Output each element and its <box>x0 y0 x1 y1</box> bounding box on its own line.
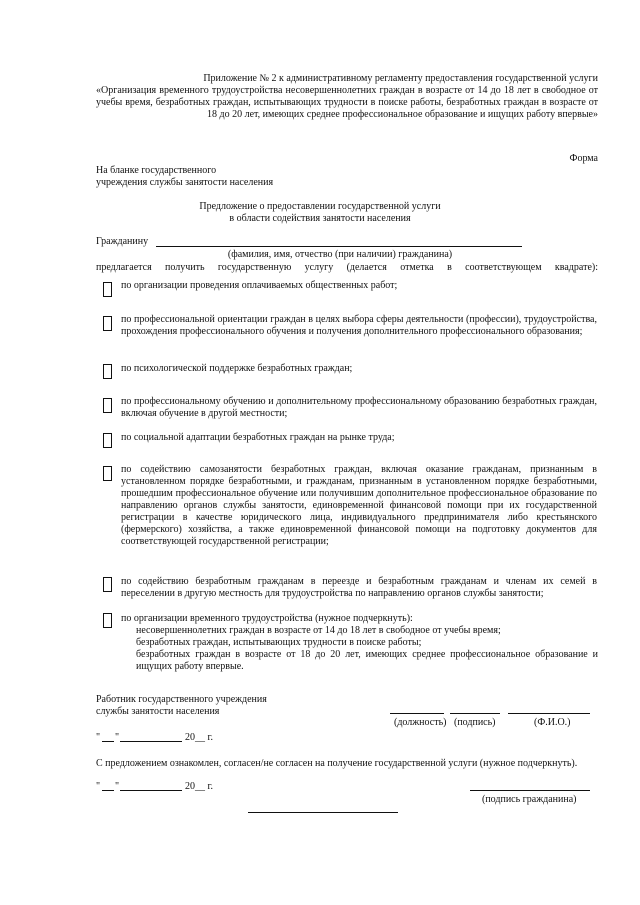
option-self-employment: по содействию самозанятости безработных граждан, включая оказание гражданам, признанным в установленном порядке безработными, и гражданам, признанным в установленном порядке безработными, прошедшим профессиональное обучение или получившим дополнительное профессиональное образование по направлению органов службы занятости, единовременной финансовой помощи при их государственной регистрации в качестве юридического лица, индивидуального предпринимателя либо крестьянского (фермерского) хозяйства, а также единовременной финансовой помощи на подготовку документов для соответствующей государственной регистрации; <box>121 464 597 547</box>
option-checkbox-vocational-training[interactable] <box>103 398 112 413</box>
temp-item-minors[interactable]: несовершеннолетних граждан в возрасте от 14 до 18 лет в свободное от учебы время; <box>136 625 501 636</box>
letterhead-line-1: На бланке государственного <box>96 165 217 176</box>
position-field[interactable] <box>390 713 444 714</box>
option-checkbox-temporary-employment[interactable] <box>103 613 112 628</box>
appendix-header <box>96 73 598 121</box>
document-title <box>150 201 490 225</box>
option-relocation: по содействию безработным гражданам в переезде и безработным гражданам и членам их семей в переселении в другую местность для трудоустройства по направлению органов службы занятости; <box>121 576 597 599</box>
title-line-2: в области содействия занятости населения <box>229 213 411 224</box>
option-checkbox-self-employment[interactable] <box>103 466 112 481</box>
ack-date-year: 20__ г. <box>185 781 213 792</box>
option-social-adaptation: по социальной адаптации безработных граждан на рынке труда; <box>121 432 395 443</box>
employee-line-1: Работник государственного учреждения <box>96 694 267 705</box>
temp-item-young-graduates[interactable]: безработных граждан в возрасте от 18 до 20 лет, имеющих среднее профессиональное образование и ищущих работу впервые. <box>136 649 598 672</box>
temp-item-job-search-difficulties[interactable]: безработных граждан, испытывающих трудности в поиске работы; <box>136 637 422 648</box>
caption-signature: (подпись) <box>454 717 496 728</box>
option-psychological-support: по психологической поддержке безработных граждан; <box>121 363 353 374</box>
offer-text: предлагается получить государственную услугу (делается отметка в соответствующем квадрате): <box>96 262 598 273</box>
employee-date-month-field[interactable] <box>120 741 182 742</box>
title-line-1: Предложение о предоставлении государственной услуги <box>199 201 441 212</box>
employee-date-day-field[interactable] <box>102 741 114 742</box>
citizen-signature-caption: (подпись гражданина) <box>482 794 577 805</box>
employee-date-quote-open: " <box>96 732 101 743</box>
option-checkbox-psychological-support[interactable] <box>103 364 112 379</box>
signature-field[interactable] <box>450 713 500 714</box>
caption-position: (должность) <box>394 717 447 728</box>
ack-date-quote-open: " <box>96 781 101 792</box>
option-career-guidance: по профессиональной ориентации граждан в целях выбора сферы деятельности (профессии), трудоустройства, прохождения профессионального обучения и получения дополнительного профессионального образования; <box>121 314 597 337</box>
employee-block <box>96 694 356 718</box>
citizen-signature-field[interactable] <box>470 790 590 791</box>
citizen-name-field[interactable] <box>156 246 522 247</box>
citizen-caption: (фамилия, имя, отчество (при наличии) гражданина) <box>227 249 453 260</box>
employee-date-year: 20__ г. <box>185 732 213 743</box>
ack-date-day-field[interactable] <box>102 790 114 791</box>
option-checkbox-relocation[interactable] <box>103 577 112 592</box>
option-checkbox-social-adaptation[interactable] <box>103 433 112 448</box>
ack-date-month-field[interactable] <box>120 790 182 791</box>
bottom-separator <box>248 812 398 813</box>
option-public-works: по организации проведения оплачиваемых общественных работ; <box>121 280 398 291</box>
letterhead <box>96 165 356 189</box>
option-checkbox-career-guidance[interactable] <box>103 316 112 331</box>
option-temporary-employment: по организации временного трудоустройства (нужное подчеркнуть): <box>121 613 413 624</box>
citizen-label: Гражданину <box>96 236 149 247</box>
option-vocational-training: по профессиональному обучению и дополнительному профессиональному образованию безработных граждан, включая обучение в другой местности; <box>121 396 597 419</box>
employee-date-quote-close: " <box>115 732 120 743</box>
acknowledgement-text: С предложением ознакомлен, согласен/не согласен на получение государственной услуги (нужное подчеркнуть). <box>96 758 578 769</box>
full-name-field[interactable] <box>508 713 590 714</box>
form-label: Форма <box>569 153 598 164</box>
letterhead-line-2: учреждения службы занятости населения <box>96 177 274 188</box>
appendix-line: Приложение № 2 к административному регламенту предоставления государственной услуги <box>203 73 598 84</box>
caption-full-name: (Ф.И.О.) <box>534 717 571 728</box>
option-checkbox-public-works[interactable] <box>103 282 112 297</box>
appendix-rest: «Организация временного трудоустройства несовершеннолетних граждан в возрасте от 14 до 18 лет в свободное от учебы время, безработных граждан, испытывающих трудности в поиске работы, безработных граждан в возрасте от 18 до 20 лет, имеющих среднее профессиональное образование и ищущих работу впервые» <box>96 85 598 120</box>
employee-line-2: службы занятости населения <box>96 706 220 717</box>
ack-date-quote-close: " <box>115 781 120 792</box>
